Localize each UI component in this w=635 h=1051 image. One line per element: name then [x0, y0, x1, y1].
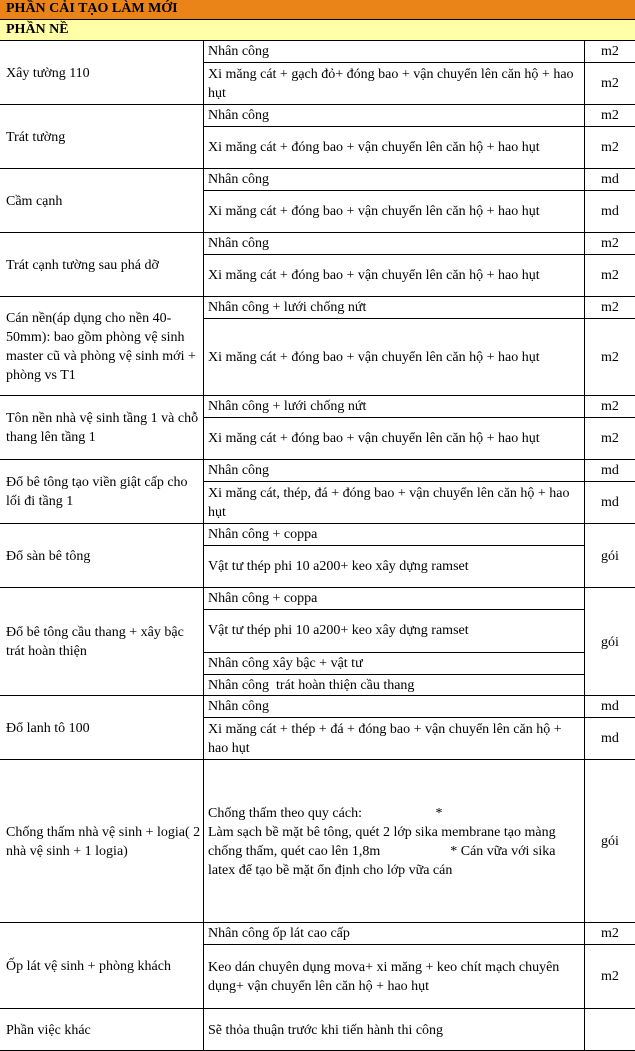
- sheet-title: PHẦN CẢI TẠO LÀM MỚI: [0, 0, 635, 20]
- item-detail: Vật tư thép phi 10 a200+ keo xây dựng ramset: [208, 559, 469, 574]
- item-detail: Nhân công + lưới chống nứt: [208, 300, 367, 315]
- item-name: Ốp lát vệ sinh + phòng khách: [6, 958, 171, 974]
- grid-line-horizontal: [584, 62, 635, 63]
- item-unit: m2: [601, 76, 619, 91]
- item-detail: Nhân công + coppa: [208, 591, 318, 606]
- item-name: Đổ lanh tô 100: [6, 720, 90, 736]
- item-detail: Keo dán chuyên dụng mova+ xi măng + keo chít mạch chuyên dụng+ vận chuyển lên căn hộ + hao hụt: [208, 959, 563, 994]
- item-detail: Xi măng cát + đóng bao + vận chuyển lên căn hộ + hao hụt: [208, 431, 540, 446]
- item-unit: m2: [601, 236, 619, 251]
- item-unit: gói: [601, 634, 619, 650]
- item-detail: Nhân công: [208, 172, 270, 187]
- item-detail: Nhân công trát hoàn thiện cầu thang: [208, 677, 415, 693]
- grid-line-horizontal: [203, 545, 584, 546]
- item-unit: md: [601, 172, 619, 187]
- grid-line-horizontal: [203, 417, 584, 418]
- item-unit: m2: [601, 349, 619, 365]
- item-name: Tôn nền nhà vệ sinh tầng 1 và chỗ thang lên tầng 1: [6, 411, 199, 445]
- item-detail: Xi măng cát + đóng bao + vận chuyển lên căn hộ + hao hụt: [208, 204, 540, 219]
- grid-line-horizontal: [203, 254, 584, 255]
- item-unit: [585, 1009, 635, 1051]
- grid-line-horizontal: [584, 190, 635, 191]
- grid-line-horizontal: [584, 944, 635, 945]
- item-unit: gói: [601, 834, 619, 849]
- item-unit: md: [601, 699, 619, 714]
- item-unit: m2: [601, 140, 619, 155]
- item-detail: Xi măng cát + đóng bao + vận chuyển lên căn hộ + hao hụt: [208, 349, 540, 365]
- item-name: Xây tường 110: [6, 65, 90, 81]
- grid-line-horizontal: [584, 481, 635, 482]
- grid-line-horizontal: [203, 674, 584, 675]
- item-unit: m2: [601, 300, 619, 315]
- item-detail: Nhân công xây bậc + vật tư: [208, 655, 363, 671]
- item-unit: md: [601, 495, 619, 510]
- item-unit: m2: [601, 399, 619, 414]
- item-detail: Nhân công + lưới chống nứt: [208, 399, 367, 414]
- item-unit: md: [601, 731, 619, 746]
- grid-line-horizontal: [203, 62, 584, 63]
- grid-line-horizontal: [584, 126, 635, 127]
- item-detail: Nhân công: [208, 463, 270, 478]
- item-detail: Vật tư thép phi 10 a200+ keo xây dựng ramset: [208, 623, 469, 638]
- item-name: Trát tường: [6, 129, 66, 145]
- item-detail: Nhân công: [208, 236, 270, 251]
- item-unit: m2: [601, 44, 619, 59]
- item-detail: Nhân công: [208, 699, 270, 714]
- grid-line-horizontal: [584, 417, 635, 418]
- item-name: Cầm cạnh: [6, 193, 63, 209]
- item-detail: Xi măng cát + đóng bao + vận chuyển lên căn hộ + hao hụt: [208, 140, 540, 155]
- grid-line-horizontal: [203, 652, 584, 653]
- item-detail: Xi măng cát + gạch đỏ+ đóng bao + vận chuyển lên căn hộ + hao hụt: [208, 66, 578, 101]
- item-detail: Sẽ thỏa thuận trước khi tiến hành thi công: [208, 1022, 444, 1038]
- item-detail: Chống thấm theo quy cách: * Làm sạch bề mặt bê tông, quét 2 lớp sika membrane tạo màng chống thấm, quét cao lên 1,8m * Cán vữa với sika latex để tạo bề mặt ổn định cho lớp vữa cán: [208, 805, 556, 878]
- item-unit: m2: [601, 108, 619, 123]
- item-unit: m2: [601, 268, 619, 283]
- item-detail: Nhân công: [208, 44, 270, 59]
- grid-line-horizontal: [203, 318, 584, 319]
- item-detail: Xi măng cát + đóng bao + vận chuyển lên căn hộ + hao hụt: [208, 268, 540, 283]
- grid-line-horizontal: [203, 190, 584, 191]
- item-name: Chống thấm nhà vệ sinh + logia( 2 nhà vệ sinh + 1 logia): [6, 824, 201, 859]
- item-detail: Xi măng cát + thép + đá + đóng bao + vận chuyển lên căn hộ + hao hụt: [208, 721, 566, 756]
- item-unit: md: [601, 204, 619, 219]
- grid-line-horizontal: [203, 717, 584, 718]
- item-detail: Nhân công + coppa: [208, 527, 318, 542]
- section-title: PHẦN NỀ: [0, 20, 635, 41]
- item-name: Đổ bê tông tạo viền giật cấp cho lối đi tầng 1: [6, 475, 188, 509]
- item-detail: Xi măng cát, thép, đá + đóng bao + vận chuyển lên căn hộ + hao hụt: [208, 485, 574, 520]
- item-name: Trát cạnh tường sau phá dỡ: [6, 257, 159, 273]
- item-unit: m2: [601, 969, 619, 984]
- grid-line-horizontal: [203, 481, 584, 482]
- item-detail: Nhân công ốp lát cao cấp: [208, 926, 350, 941]
- grid-line-horizontal: [584, 717, 635, 718]
- item-name: Phần việc khác: [6, 1022, 91, 1038]
- item-name: Đổ bê tông cầu thang + xây bậc trát hoàn thiện: [6, 625, 184, 659]
- item-name: Cán nền(áp dụng cho nền 40-50mm): bao gồm phòng vệ sinh master cũ và phòng vệ sinh mới + phòng vs T1: [6, 310, 196, 383]
- item-unit: gói: [601, 548, 619, 564]
- grid-line-horizontal: [584, 318, 635, 319]
- item-unit: md: [601, 463, 619, 478]
- item-name: Đổ sàn bê tông: [6, 548, 91, 564]
- item-detail: Nhân công: [208, 108, 270, 123]
- grid-line-horizontal: [584, 254, 635, 255]
- item-unit: m2: [601, 431, 619, 446]
- grid-line-horizontal: [203, 944, 584, 945]
- grid-line-horizontal: [203, 126, 584, 127]
- grid-line-horizontal: [203, 609, 584, 610]
- item-unit: m2: [601, 926, 619, 941]
